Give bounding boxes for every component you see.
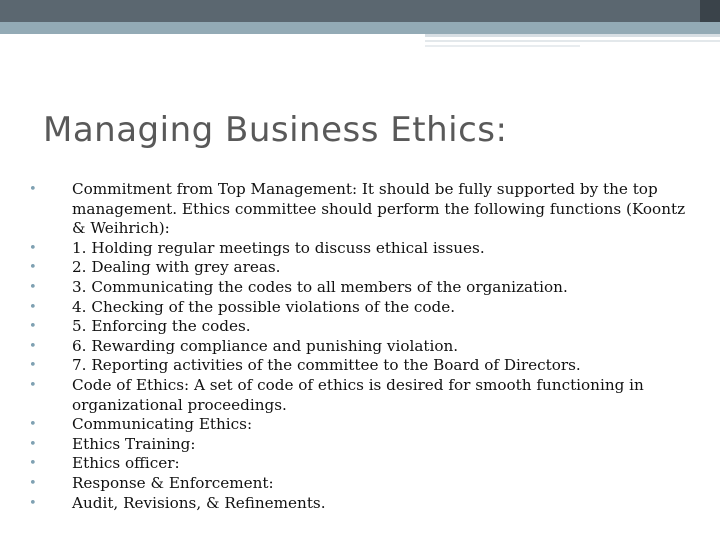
bullet-text: Ethics officer: <box>72 454 180 473</box>
bullet-item <box>27 317 687 337</box>
header-accent-line <box>425 40 720 42</box>
header-band-teal <box>0 22 720 34</box>
bullet-text: 1. Holding regular meetings to discuss ethical issues. <box>72 238 485 257</box>
bullet-item <box>27 494 687 514</box>
slide-title: Managing Business Ethics: <box>43 110 508 150</box>
bullet-glyph: • <box>29 182 37 197</box>
bullet-glyph: • <box>29 436 37 452</box>
bullet-text: 5. Enforcing the codes. <box>72 317 251 336</box>
bullet-text: 3. Communicating the codes to all members of the organization. <box>72 277 568 296</box>
bullet-glyph: • <box>29 338 37 354</box>
bullet-text: 4. Checking of the possible violations of the code. <box>72 297 456 316</box>
header-band-dark <box>0 0 700 22</box>
bullet-item <box>27 180 687 239</box>
bullet-text: Ethics Training: <box>72 434 196 453</box>
bullet-glyph: • <box>29 456 37 472</box>
bullet-text: 7. Reporting activities of the committee to the Board of Directors. <box>72 356 581 375</box>
header-band-corner <box>700 0 720 22</box>
bullet-glyph: • <box>29 417 37 433</box>
bullet-glyph: • <box>29 240 37 256</box>
bullet-glyph: • <box>29 260 37 276</box>
bullet-text: Communicating Ethics: <box>72 415 253 434</box>
bullet-glyph: • <box>29 495 37 511</box>
bullet-glyph: • <box>29 279 37 295</box>
bullet-item <box>27 239 687 259</box>
bullet-glyph: • <box>29 299 37 315</box>
bullet-item <box>27 415 687 435</box>
bullet-glyph: • <box>29 377 37 393</box>
bullet-item <box>27 356 687 376</box>
bullet-glyph: • <box>29 358 37 374</box>
bullet-item <box>27 454 687 474</box>
bullet-item <box>27 337 687 357</box>
bullet-list <box>27 180 687 513</box>
bullet-text: 2. Dealing with grey areas. <box>72 258 281 277</box>
bullet-item <box>27 298 687 318</box>
bullet-item <box>27 278 687 298</box>
bullet-text: Commitment from Top Management: It should be fully supported by the top management. Ethics committee should perform the following functions (Koontz & Weihrich): <box>72 180 686 238</box>
header-accent-line <box>425 34 720 37</box>
bullet-text: Response & Enforcement: <box>72 473 274 492</box>
bullet-text: Code of Ethics: A set of code of ethics is desired for smooth functioning in organizational proceedings. <box>72 375 644 414</box>
bullet-glyph: • <box>29 475 37 491</box>
bullet-item <box>27 376 687 415</box>
bullet-item <box>27 258 687 278</box>
header-accent-line <box>425 45 580 47</box>
bullet-item <box>27 435 687 455</box>
bullet-item <box>27 474 687 494</box>
bullet-text: Audit, Revisions, & Refinements. <box>72 493 326 512</box>
bullet-text: 6. Rewarding compliance and punishing violation. <box>72 336 459 355</box>
bullet-glyph: • <box>29 319 37 335</box>
